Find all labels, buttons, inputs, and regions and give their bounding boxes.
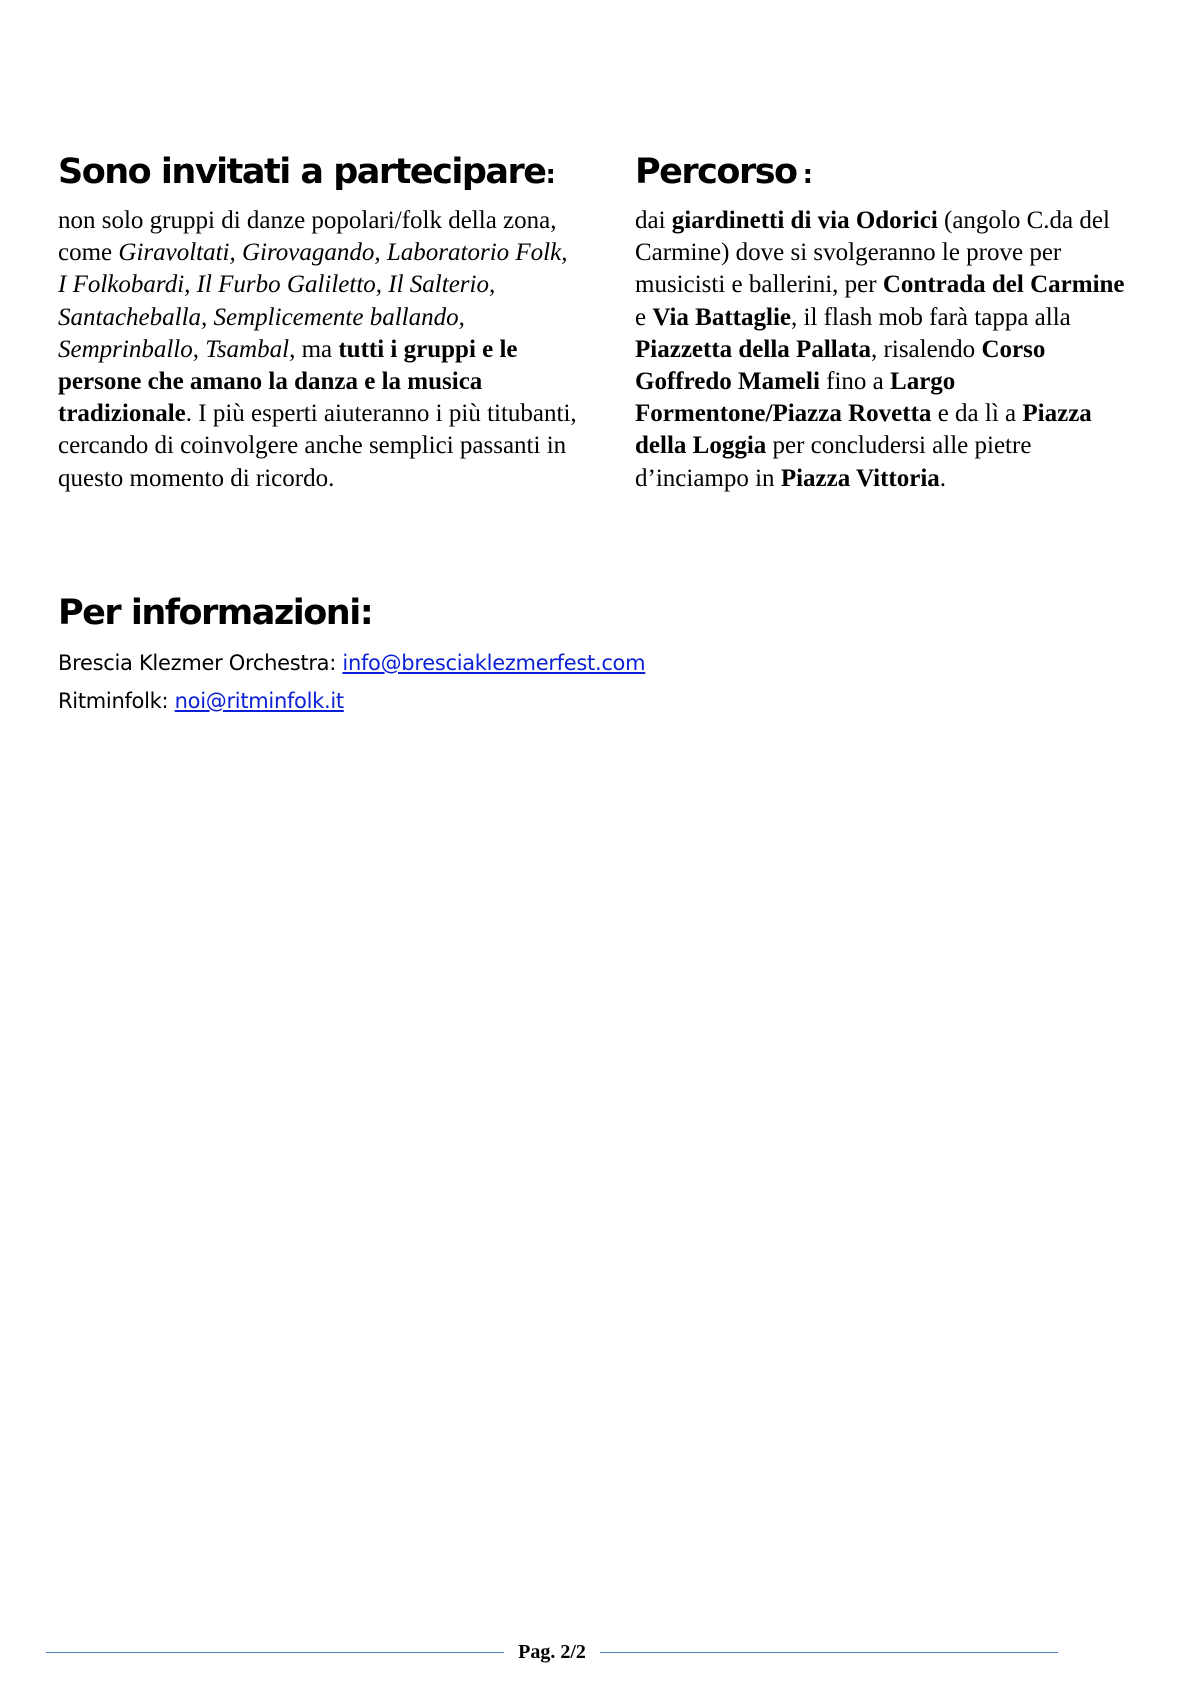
- route-text: dai: [635, 207, 672, 234]
- groups-list: Giravoltati, Girovagando, Laboratorio Folk, I Folkobardi, Il Furbo Galiletto, Il Salterio, Santacheballa, Semplicemente ballando, Semprinballo, Tsambal: [58, 239, 568, 363]
- invited-heading-colon: :: [545, 160, 556, 190]
- route-section: [635, 148, 1135, 495]
- route-text: , il flash mob farà tappa alla: [791, 303, 1071, 331]
- route-text: e: [635, 303, 653, 331]
- route-heading: [635, 148, 1135, 199]
- footer-rule-left: [46, 1652, 504, 1653]
- route-heading-text: Percorso: [635, 152, 797, 192]
- contact-label: Ritminfolk:: [58, 689, 175, 713]
- route-paragraph: [635, 205, 1135, 495]
- invited-heading-text: Sono invitati a partecipare: [58, 152, 546, 192]
- page-footer: [46, 1640, 1058, 1664]
- contact-line: [58, 682, 958, 720]
- contact-line: [58, 644, 958, 682]
- route-place: Corso Goffredo Mameli: [635, 335, 1046, 396]
- route-text: , risalendo: [871, 335, 982, 363]
- contact-label: Brescia Klezmer Orchestra:: [58, 651, 343, 675]
- route-text: .: [939, 464, 947, 492]
- route-place: Piazzetta della Pallata: [635, 335, 872, 363]
- route-place: Contrada del Carmine: [882, 271, 1125, 299]
- route-place: Piazza Vittoria: [780, 464, 940, 492]
- route-heading-colon: :: [802, 160, 812, 190]
- contact-list: [58, 644, 958, 720]
- invited-emphasis: tutti i gruppi e le persone che amano la danza e la musica tradizionale: [58, 335, 518, 428]
- route-place: giardinetti di via Odorici: [671, 207, 938, 234]
- invited-heading: [58, 148, 578, 199]
- invited-paragraph: [58, 205, 578, 495]
- route-text: fino a: [819, 368, 891, 396]
- route-place: Piazza della Loggia: [635, 400, 1092, 460]
- route-text: (angolo C.da del Carmine) dove si svolgeranno le prove per musicisti e ballerini, per: [635, 207, 1110, 299]
- footer-rule-right: [600, 1652, 1058, 1653]
- page-number: Pag. 2/2: [518, 1640, 586, 1663]
- route-text: per concludersi alle pietre d’inciampo in: [635, 432, 1032, 492]
- route-text: e da lì a: [931, 400, 1023, 428]
- info-heading: Per informazioni:: [58, 593, 373, 633]
- invited-text-3: . I più esperti aiuteranno i più titubanti, cercando di coinvolgere anche semplici passanti in questo momento di ricordo.: [58, 400, 577, 492]
- route-place: Via Battaglie: [652, 303, 791, 331]
- email-link[interactable]: info@bresciaklezmerfest.com: [342, 651, 646, 675]
- email-link[interactable]: noi@ritminfolk.it: [174, 689, 344, 713]
- invited-text-1: non solo gruppi di danze popolari/folk della zona, come: [58, 207, 557, 267]
- route-place: Largo Formentone/Piazza Rovetta: [635, 368, 956, 428]
- invited-section: [58, 148, 578, 495]
- invited-text-2: , ma: [289, 335, 339, 363]
- info-section: [58, 588, 958, 720]
